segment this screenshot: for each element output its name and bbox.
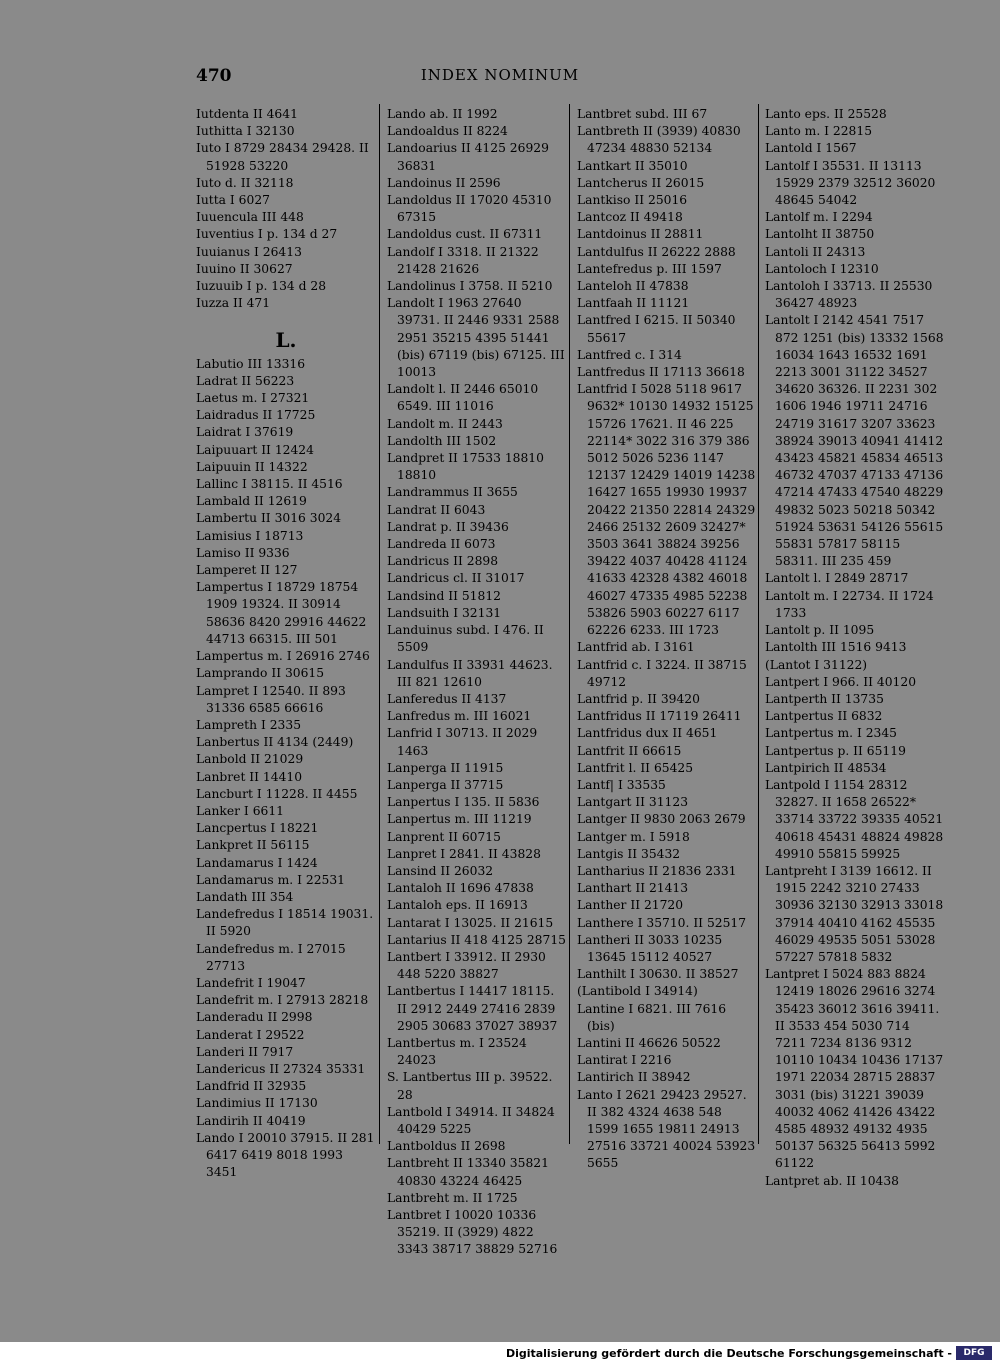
index-entry: Lantbert I 33912. II 2930 448 5220 38827 [387,949,546,982]
index-entry: Landsind II 51812 [387,588,501,603]
dfg-logo: DFG [956,1346,992,1360]
index-entry: Lanker I 6611 [196,803,284,818]
index-entry: Landolt I 1963 27640 39731. II 2446 9331 2588 2951 35215 4395 51441 (bis) 67119 (bis) 67125. III 10013 [387,296,565,380]
index-entry: Lampret I 12540. II 893 31336 6585 66616 [196,683,346,715]
index-entry: Lantoloh I 33713. II 25530 36427 48923 [765,279,933,311]
column-rule [379,104,380,1144]
index-entry: Lansind II 26032 [387,863,494,878]
index-entry: Landefredus m. I 27015 27713 [196,941,346,973]
index-entry: Lambertu II 3016 3024 [196,511,342,526]
index-entry: Lantbreht m. II 1725 [387,1190,518,1205]
index-entry: Lambald II 12619 [196,494,307,509]
index-entry: Lantkart II 35010 [577,158,688,173]
index-entry: Iuuino II 30627 [196,261,293,276]
index-entry: Lantine I 6821. III 7616 (bis) [577,1001,727,1033]
index-entry: Iutta I 6027 [196,193,270,208]
index-entry: Labutio III 13316 [196,356,306,371]
index-entry: Lantpold I 1154 28312 32827. II 1658 26522* 33714 33722 39335 40521 40618 45431 48824 49828 49910 55815 59925 [765,777,944,861]
index-entry: Lantger m. I 5918 [577,829,690,844]
index-entry: Lantaloh II 1696 47838 [387,881,534,896]
index-entry: Lanperga II 37715 [387,777,504,792]
index-entry: Lantcherus II 26015 [577,175,705,190]
index-entry: Lantoloch I 12310 [765,261,879,276]
index-entry: Lantfrit l. II 65425 [577,760,694,775]
index-entry: Landrat p. II 39436 [387,519,509,534]
index-entry: Lantolt m. I 22734. II 1724 1733 [765,588,934,620]
index-entry: Laipuuin II 14322 [196,459,308,474]
index-entry: Lanfredus m. III 16021 [387,709,532,724]
page-number: 470 [196,66,232,86]
funding-note: Digitalisierung gefördert durch die Deutsche Forschungsgemeinschaft - [505,1347,952,1360]
index-entry: Lantfrid p. II 39420 [577,691,700,706]
index-entry: Landerat I 29522 [196,1027,305,1042]
index-entry: Landolt m. II 2443 [387,416,503,431]
index-entry: Lanthere I 35710. II 52517 [577,915,747,930]
index-entry: Lampertus m. I 26916 2746 [196,649,370,664]
index-entry: Lantgart II 31123 [577,795,689,810]
index-entry: Lantini II 46626 50522 [577,1035,721,1050]
index-entry: Lantfridus II 17119 26411 [577,709,742,724]
index-entry: Lantolht II 38750 [765,227,875,242]
index-entry: Lantarius II 418 4125 28715 [387,932,566,947]
index-entry: Landefrit I 19047 [196,975,306,990]
footer-bar [0,1342,1000,1366]
index-entry: Lantolt p. II 1095 [765,623,875,638]
index-entry: Lantfred c. I 314 [577,347,682,362]
index-entry: Landoaldus II 8224 [387,124,508,139]
index-entry: Landolt l. II 2446 65010 6549. III 11016 [387,382,539,414]
index-entry: Lantbret subd. III 67 [577,107,708,121]
index-entry: Landath III 354 [196,889,294,904]
index-entry: Landulfus II 33931 44623. III 821 12610 [387,657,553,689]
index-entry: Landfrid II 32935 [196,1079,307,1094]
index-entry: Lanpertus m. III 11219 [387,812,532,827]
index-entry: Lampertus I 18729 18754 1909 19324. II 30914 58636 8420 29916 44622 44713 66315. III 501 [196,580,367,646]
index-entry: Lantheri II 3033 10235 13645 15112 40527 [577,932,723,964]
index-column-1 [196,106,376,1181]
index-entry: Lankpret II 56115 [196,838,310,853]
index-entry: Laipuuart II 12424 [196,442,314,457]
index-entry: Lantfrid c. I 3224. II 38715 49712 [577,657,747,689]
index-entry: Lampreth I 2335 [196,717,302,732]
index-entry: Landricus cl. II 31017 [387,571,525,586]
index-entry: Iutdenta II 4641 [196,107,298,121]
index-entry: Lanther II 21720 [577,898,684,913]
index-column-4 [765,106,945,1190]
index-entry: Lantpret I 5024 883 8824 12419 18026 29616 3274 35423 36012 3616 39411. II 3533 454 5030 714 7211 7234 8136 9312 10110 10434 10436 17137 1971 22034 28715 28837 3031 (bis) 31221 39039 40032 4062 41426 43422 4585 48932 49132 4935 50137 56325 56413 5992 61122 [765,967,944,1171]
index-entry: Lamiso II 9336 [196,545,290,560]
index-entry: Lantf| I 33535 [577,777,666,792]
index-entry: Lanbold II 21029 [196,752,304,767]
index-entry: Iuthitta I 32130 [196,124,295,139]
index-entry: Landamarus m. I 22531 [196,872,345,887]
index-entry: Landamarus I 1424 [196,855,318,870]
index-entry: Lantfredus II 17113 36618 [577,365,745,380]
index-entry: Lantcoz II 49418 [577,210,683,225]
index-entry: Landirih II 40419 [196,1113,306,1128]
index-entry: Landsuith I 32131 [387,605,502,620]
column-rule [758,104,759,1144]
index-entry: Lamperet II 127 [196,563,298,578]
index-entry: Landoldus cust. II 67311 [387,227,543,242]
index-entry: Lantbertus I 14417 18115. II 2912 2449 27416 2839 2905 30683 37027 38937 [387,984,558,1033]
index-entry: Lanto eps. II 25528 [765,107,887,121]
index-entry: Iuto I 8729 28434 29428. II 51928 53220 [196,141,369,173]
index-entry: Landericus II 27324 35331 [196,1061,366,1076]
index-entry: Lamisius I 18713 [196,528,304,543]
index-entry: Landeri II 7917 [196,1044,294,1059]
index-entry: Lantolt I 2142 4541 7517 872 1251 (bis) 13332 1568 16034 1643 16532 1691 2213 3001 31122 34527 34620 36326. II 2231 302 1606 1946 19711 24716 24719 31617 3207 33623 38924 39013 40941 41412 43423 45821 45834 46513 46732 47037 47133 47136 47214 47433 47540 48229 49832 5023 50218 50342 51924 53631 54126 55615 55831 57817 58115 58311. III 235 459 [765,313,944,569]
index-entry: Landrat II 6043 [387,502,486,517]
index-entry: Lantpert I 966. II 40120 [765,674,917,689]
index-entry: Lanpret I 2841. II 43828 [387,846,541,861]
index-entry: Iuzuuib I p. 134 d 28 [196,279,327,294]
index-entry: Lanto I 2621 29423 29527. II 382 4324 4638 548 1599 1655 19811 24913 27516 33721 40024 53923 5655 [577,1087,756,1171]
index-entry: Lantefredus p. III 1597 [577,261,722,276]
index-entry: Lantpreht I 3139 16612. II 1915 2242 3210 27433 30936 32130 32913 33018 37914 40410 4162 45535 46029 49535 5051 53028 57227 57818 5832 [765,863,944,964]
index-entry: Lantfred I 6215. II 50340 55617 [577,313,736,345]
index-entry: Lanprent II 60715 [387,829,501,844]
index-entry: Landpret II 17533 18810 18810 [387,451,544,483]
index-entry: Lantolt l. I 2849 28717 [765,571,909,586]
index-entry: Landoarius II 4125 26929 36831 [387,141,549,173]
index-entry: Landolth III 1502 [387,433,497,448]
index-entry: Iuzza II 471 [196,296,271,311]
index-entry: Lantirat I 2216 [577,1053,672,1068]
index-entry: Laetus m. I 27321 [196,391,310,406]
index-entry: Lanferedus II 4137 [387,691,507,706]
index-entry: Landuinus subd. I 476. II 5509 [387,623,544,655]
index-entry: Lantolf I 35531. II 13113 15929 2379 32512 36020 48645 54042 [765,158,936,208]
index-entry: Landimius II 17130 [196,1096,318,1111]
index-entry: Landrammus II 3655 [387,485,518,500]
index-entry: Laidradus II 17725 [196,408,316,423]
index-entry: Lantgis II 35432 [577,846,681,861]
index-entry: Landeradu II 2998 [196,1010,313,1025]
index-column-3 [577,106,757,1173]
index-entry: Landefrit m. I 27913 28218 [196,993,369,1008]
index-entry: Lantfridus dux II 4651 [577,726,718,741]
index-entry: Landefredus I 18514 19031. II 5920 [196,907,374,939]
index-entry: Lamprando II 30615 [196,666,325,681]
index-entry: Lanto m. I 22815 [765,124,873,139]
index-entry: Iuventius I p. 134 d 27 [196,227,338,242]
section-letter: L. [275,328,297,353]
index-entry: Lantolf m. I 2294 [765,210,873,225]
index-entry: Lantdulfus II 26222 2888 [577,244,736,259]
index-entry: Lantfaah II 11121 [577,296,690,311]
index-entry: Lantpirich II 48534 [765,760,887,775]
column-rule [569,104,570,1144]
index-entry: Lantfrid ab. I 3161 [577,640,695,655]
index-entry: Landolf I 3318. II 21322 21428 21626 [387,244,539,276]
index-entry: Lanteloh II 47838 [577,279,689,294]
index-entry: Lantbold I 34914. II 34824 40429 5225 [387,1104,555,1136]
index-entry: Iuto d. II 32118 [196,175,294,190]
index-entry: Lantperth II 13735 [765,691,884,706]
index-entry: Lando I 20010 37915. II 281 6417 6419 8018 1993 3451 [196,1130,375,1180]
index-entry: Lanperga II 11915 [387,760,504,775]
index-entry: Lanbertus II 4134 (2449) [196,735,354,750]
index-entry: Landreda II 6073 [387,537,496,552]
index-entry: Lantboldus II 2698 [387,1139,506,1154]
index-entry: Lancpertus I 18221 [196,821,319,836]
index-entry: Lantpertus m. I 2345 [765,726,898,741]
index-entry: Lantarat I 13025. II 21615 [387,915,554,930]
index-entry: (Lantot I 31122) [765,657,868,672]
index-entry: (Lantibold I 34914) [577,984,698,999]
index-entry: Lantharius II 21836 2331 [577,863,737,878]
index-entry: Lancburt I 11228. II 4455 [196,786,358,801]
index-entry: Lantfrit II 66615 [577,743,682,758]
index-entry: Lanpertus I 135. II 5836 [387,795,540,810]
index-entry: Lantfrid I 5028 5118 9617 9632* 10130 14932 15125 15726 17621. II 46 225 22114* 3022 316 379 386 5012 5026 5236 1147 12137 12429 14019 14238 16427 1655 19930 19937 20422 21350 22814 24329 2466 25132 2609 32427* 3503 3641 38824 39256 39422 4037 40428 41124 41633 42328 4382 46018 46027 47335 4985 52238 53826 5903 60227 6117 62226 6233. III 1723 [577,382,756,638]
index-entry: Lantbreth II (3939) 40830 47234 48830 52134 [577,124,741,156]
index-entry: Lantdoinus II 28811 [577,227,704,242]
index-entry: Lanbret II 14410 [196,769,303,784]
index-entry: Lantkiso II 25016 [577,193,688,208]
index-entry: Lantpertus II 6832 [765,709,883,724]
index-entry: Lanfrid I 30713. II 2029 1463 [387,726,538,758]
index-entry: Lantolth III 1516 9413 [765,640,907,655]
index-entry: Lallinc I 38115. II 4516 [196,477,343,492]
index-entry: Lantpertus p. II 65119 [765,743,906,758]
index-entry: Laidrat I 37619 [196,425,294,440]
index-entry: Landoldus II 17020 45310 67315 [387,193,552,225]
index-entry: S. Lantbertus III p. 39522. 28 [387,1070,553,1102]
index-entry: Iuuencula III 448 [196,210,304,225]
index-entry: Landolinus I 3758. II 5210 [387,279,553,294]
index-entry: Lantger II 9830 2063 2679 [577,812,746,827]
index-entry: Lantbret I 10020 10336 35219. II (3929) 4822 3343 38717 38829 52716 [387,1208,558,1257]
running-head: INDEX NOMINUM [420,66,580,84]
index-entry: Landricus II 2898 [387,554,499,569]
index-entry: Landoinus II 2596 [387,175,501,190]
index-entry: Lantaloh eps. II 16913 [387,898,528,913]
index-entry: Lantbreht II 13340 35821 40830 43224 46425 [387,1156,549,1188]
index-entry: Ladrat II 56223 [196,373,295,388]
index-entry: Lantbertus m. I 23524 24023 [387,1035,527,1068]
index-entry: Lando ab. II 1992 [387,107,498,121]
index-entry: Lantpret ab. II 10438 [765,1173,899,1188]
index-entry: Lanthilt I 30630. II 38527 [577,967,739,982]
index-entry: Lantold I 1567 [765,141,857,156]
index-entry: Iuuianus I 26413 [196,244,302,259]
index-column-2 [387,106,567,1259]
index-entry: Lanthart II 21413 [577,881,689,896]
index-entry: Lantirich II 38942 [577,1070,691,1085]
index-entry: Lantoli II 24313 [765,244,866,259]
